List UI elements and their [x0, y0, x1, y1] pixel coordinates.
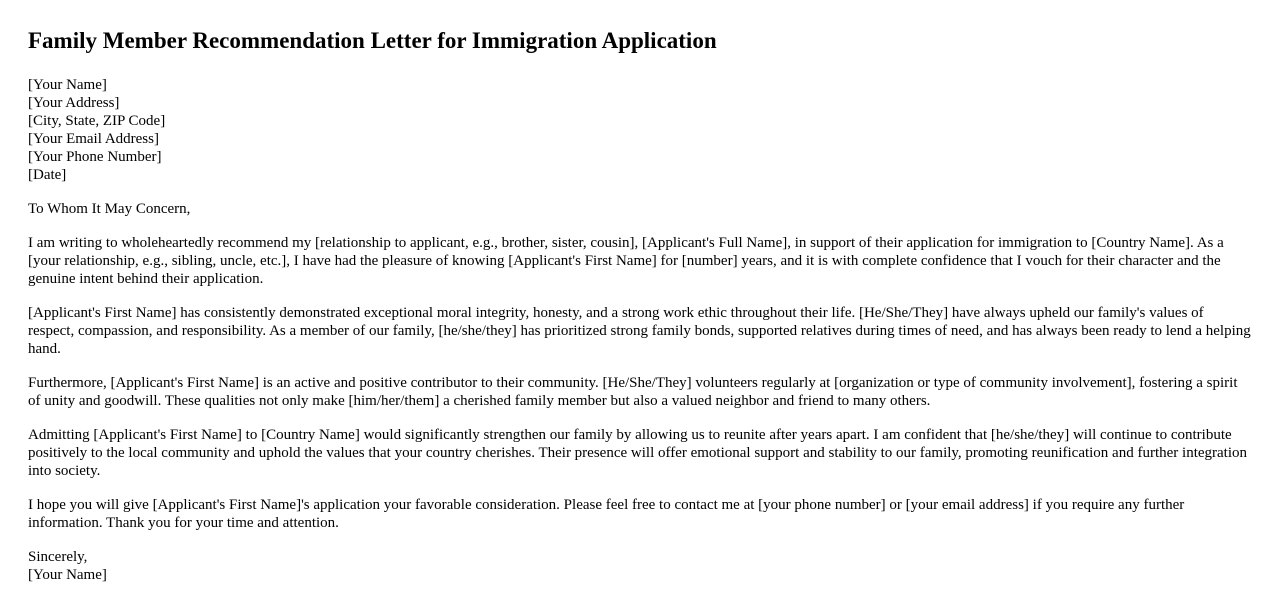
sender-city-state-zip: [City, State, ZIP Code]: [28, 113, 166, 129]
body-paragraph: I hope you will give [Applicant's First Name]'s application your favorable consideration. Please feel free to contact me at [your phone number] or [your email address] if you require any further information. Thank you for your time and attention.: [28, 497, 1185, 531]
closing-phrase: Sincerely,: [28, 549, 88, 565]
signature-name: [Your Name]: [28, 567, 107, 583]
body-paragraph: I am writing to wholeheartedly recommend my [relationship to applicant, e.g., brother, sister, cousin], [Applicant's Full Name], in support of their application for immigration to [Country Name]. As a [your relationship, e.g., sibling, uncle, etc.], I have had the pleasure of knowing [Applicant's First Name] for [number] years, and it is with complete confidence that I vouch for their character and the genuine intent behind their application.: [28, 235, 1224, 287]
closing-block: [28, 548, 1252, 584]
body-paragraph: [Applicant's First Name] has consistently demonstrated exceptional moral integrity, honesty, and a strong work ethic throughout their life. [He/She/They] have always upheld our family's values of respect, compassion, and responsibility. As a member of our family, [he/she/they] has prioritized strong family bonds, supported relatives during times of need, and has always been ready to lend a helping hand.: [28, 305, 1251, 357]
sender-email: [Your Email Address]: [28, 131, 159, 147]
body-paragraph: Furthermore, [Applicant's First Name] is an active and positive contributor to their community. [He/She/They] volunteers regularly at [organization or type of community involvement], fostering a spirit of unity and goodwill. These qualities not only make [him/her/them] a cherished family member but also a valued neighbor and friend to many others.: [28, 375, 1238, 409]
letter-title: Family Member Recommendation Letter for Immigration Application: [28, 28, 717, 53]
sender-phone: [Your Phone Number]: [28, 149, 162, 165]
sender-name: [Your Name]: [28, 77, 107, 93]
sender-address: [Your Address]: [28, 95, 120, 111]
salutation: To Whom It May Concern,: [28, 201, 191, 217]
letter-date: [Date]: [28, 167, 67, 183]
sender-address-block: [28, 76, 1252, 184]
body-paragraph: Admitting [Applicant's First Name] to [Country Name] would significantly strengthen our family by allowing us to reunite after years apart. I am confident that [he/she/they] will continue to contribute positively to the local community and uphold the values that your country cherishes. Their presence will offer emotional support and stability to our family, promoting reunification and further integration into society.: [28, 427, 1248, 479]
